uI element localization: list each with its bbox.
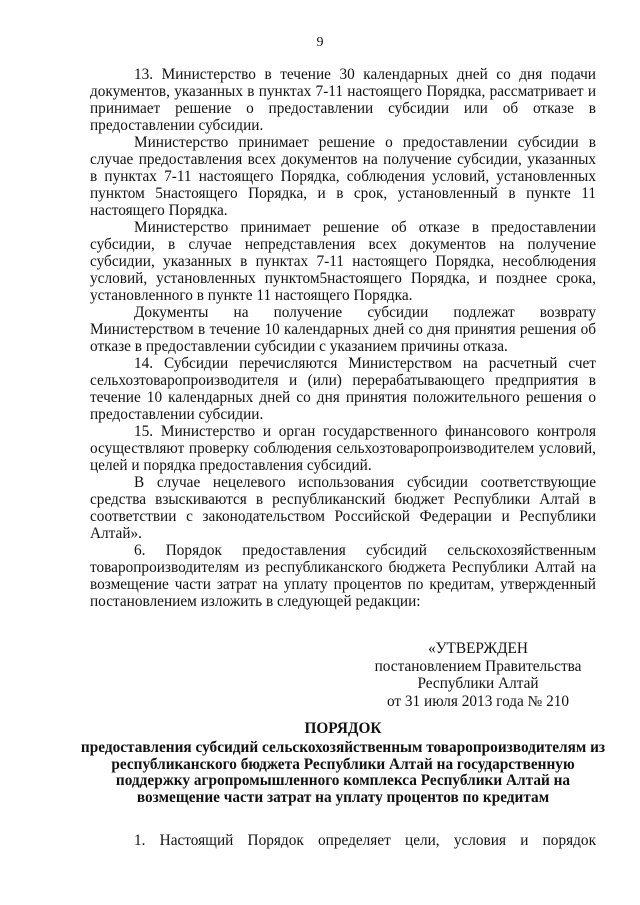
document-body-continued (90, 832, 596, 849)
paragraph-6: 6. Порядок предоставления субсидий сельскохозяйственным товаропроизводителям из республиканского бюджета Республики Алтай на возмещение части затрат на уплату процентов по кредитам, утвержденный постановлением изложить в следующей редакции: (90, 542, 596, 610)
approval-line-republic: Республики Алтай (417, 675, 539, 692)
document-subtitle: предоставления субсидий сельскохозяйственным товаропроизводителям из республиканского бюджета Республики Алтай на государственную поддержку агропромышленного комплекса Республики Алтай на возмещение части затрат на уплату процентов по кредитам (80, 739, 606, 806)
paragraph-13: 13. Министерство в течение 30 календарных дней со дня подачи документов, указанных в пунктах 7-11 настоящего Порядка, рассматривает и принимает решение о предоставлении субсидии или об отказе в предоставлении субсидии. (90, 66, 596, 134)
paragraph-approval-conditions: Министерство принимает решение о предоставлении субсидии в случае предоставления всех документов на получение субсидии, указанных в пунктах 7-11 настоящего Порядка, соблюдения условий, установленных пунктом 5настоящего Порядка, и в срок, установленный в пункте 11 настоящего Порядка. (90, 134, 596, 219)
paragraph-15: 15. Министерство и орган государственного финансового контроля осуществляют проверку соблюдения сельхозтоваропроизводителем условий, целей и порядка предоставления субсидий. (90, 423, 596, 474)
approval-line-resolution: постановлением Правительства (374, 657, 582, 675)
page-number: 9 (316, 35, 324, 50)
paragraph-refusal-conditions: Министерство принимает решение об отказе в предоставлении субсидии, в случае непредставления всех документов на получение субсидии, указанных в пунктах 7-11 настоящего Порядка, несоблюдения условий, установленных пунктом5настоящего Порядка, и позднее срока, установленного в пункте 11 настоящего Порядка. (90, 219, 596, 304)
approval-stamp-block (360, 640, 596, 710)
paragraph-14: 14. Субсидии перечисляются Министерством на расчетный счет сельхозтоваропроизводителя и (или) перерабатывающего предприятия в течение 10 календарных дней со дня принятия положительного решения о предоставлении субсидии. (90, 355, 596, 423)
approval-line-approved: «УТВЕРЖДЕН (428, 640, 528, 657)
paragraph-misuse: В случае нецелевого использования субсидии соответствующие средства взыскиваются в республиканский бюджет Республики Алтай в соответствии с законодательством Российской Федерации и Республики Алтай». (90, 474, 596, 542)
document-heading: ПОРЯДОК (304, 720, 382, 737)
document-body (90, 66, 596, 610)
document-title-block (80, 719, 606, 806)
approval-line-date: от 31 июля 2013 года № 210 (386, 692, 570, 710)
paragraph-1: 1. Настоящий Порядок определяет цели, условия и порядок (134, 832, 596, 849)
paragraph-documents-return: Документы на получение субсидии подлежат возврату Министерством в течение 10 календарных дней со дня принятия решения об отказе в предоставлении субсидии с указанием причины отказа. (90, 304, 596, 355)
